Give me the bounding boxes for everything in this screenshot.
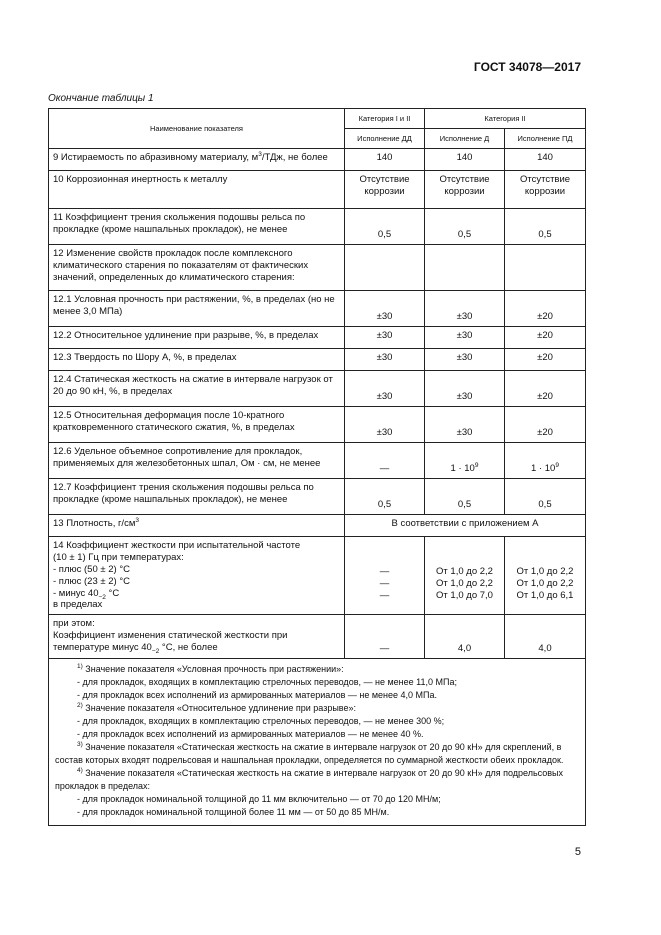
header-row-1 <box>49 109 586 129</box>
value-pd: Отсутствие коррозии <box>505 171 586 209</box>
header-execution-pd: Исполнение ПД <box>505 129 586 149</box>
value-d: От 1,0 до 2,2 От 1,0 до 2,2 От 1,0 до 7,0 <box>425 537 505 615</box>
row-name: 12.2 Относительное удлинение при разрыве, %, в пределах <box>49 327 345 349</box>
value-dd: 0,5 <box>345 479 425 515</box>
table-caption: Окончание таблицы 1 <box>48 93 154 104</box>
value-pd: ±20 <box>505 327 586 349</box>
table-row <box>49 171 586 209</box>
row-name: 12.6 Удельное объемное сопротивление для прокладок, применяемых для железобетонных шпал, Ом · см, не менее <box>49 443 345 479</box>
value-dd: Отсутствие коррозии <box>345 171 425 209</box>
value-d: Отсутствие коррозии <box>425 171 505 209</box>
header-execution-dd: Исполнение ДД <box>345 129 425 149</box>
value-dd: 0,5 <box>345 209 425 245</box>
header-execution-d: Исполнение Д <box>425 129 505 149</box>
table-row <box>49 245 586 291</box>
value-d: ±30 <box>425 291 505 327</box>
table-row <box>49 515 586 537</box>
table-row <box>49 615 586 659</box>
note-1: $^{1)}$ Значение показателя «Условная прочность при растяжении»: <box>77 663 344 675</box>
value-pd: 4,0 <box>505 615 586 659</box>
value-d: ±30 <box>425 327 505 349</box>
row-name: 9 Истираемость по абразивному материалу, $м^3$/ТДж, не более <box>49 149 345 171</box>
value-dd: ±30 <box>345 327 425 349</box>
value-d: 0,5 <box>425 479 505 515</box>
value-d: 140 <box>425 149 505 171</box>
row-name: 14 Коэффициент жесткости при испытательной частоте (10 ± 1) Гц при температурах: - плюс (50 ± 2) °C - плюс (23 ± 2) °C - минус $40_{-2}$ °C в пределах <box>49 537 345 615</box>
value-dd: — — — <box>345 537 425 615</box>
value-d: 0,5 <box>425 209 505 245</box>
table-row <box>49 291 586 327</box>
value-dd: 140 <box>345 149 425 171</box>
value-pd: ±20 <box>505 371 586 407</box>
value-dd: — <box>345 615 425 659</box>
header-category-1-2: Категория I и II <box>345 109 425 129</box>
value-pd: От 1,0 до 2,2 От 1,0 до 2,2 От 1,0 до 6,1 <box>505 537 586 615</box>
properties-table <box>48 108 586 826</box>
value-pd: ±20 <box>505 407 586 443</box>
value-pd: 0,5 <box>505 479 586 515</box>
value-dd: — <box>345 443 425 479</box>
notes-row <box>49 659 586 826</box>
value-dd: ±30 <box>345 407 425 443</box>
page-number: 5 <box>574 846 581 858</box>
value-pd: $1 \cdot 10^9$ <box>505 443 586 479</box>
note-3: $^{3)}$ Значение показателя «Статическая жесткость на сжатие в интервале нагрузок от 20 до 90 кН» для скреплений, в состав которых входят подрельсовая и нашпальная прокладки, определяется по суммарной жесткости обеих прокладок. <box>55 741 564 766</box>
table-row <box>49 209 586 245</box>
value-pd: ±20 <box>505 291 586 327</box>
value-pd: 140 <box>505 149 586 171</box>
table-row <box>49 443 586 479</box>
table-row <box>49 371 586 407</box>
row-name: 12.7 Коэффициент трения скольжения подошвы рельса по прокладке (кроме нашпальных прокладок), не менее <box>49 479 345 515</box>
note-2: $^{2)}$ Значение показателя «Относительное удлинение при разрыве»: <box>77 702 356 714</box>
table-row <box>49 327 586 349</box>
row-name: 12.1 Условная прочность при растяжении, %, в пределах (но не менее 3,0 МПа) <box>49 291 345 327</box>
table-row <box>49 479 586 515</box>
value-dd: ±30 <box>345 349 425 371</box>
value-d: $1 \cdot 10^9$ <box>425 443 505 479</box>
row-name: 13 Плотность, $г/см^3$ <box>49 515 345 537</box>
value-d: 4,0 <box>425 615 505 659</box>
row-name: 11 Коэффициент трения скольжения подошвы рельса по прокладке (кроме нашпальных прокладок), не менее <box>49 209 345 245</box>
table-row <box>49 407 586 443</box>
table-row <box>49 537 586 615</box>
header-category-2: Категория II <box>425 109 586 129</box>
value-pd: ±20 <box>505 349 586 371</box>
table-row <box>49 149 586 171</box>
table-row <box>49 349 586 371</box>
value-merged: В соответствии с приложением А <box>345 515 586 537</box>
row-name: 10 Коррозионная инертность к металлу <box>49 171 345 209</box>
value-pd: 0,5 <box>505 209 586 245</box>
note-4: $^{4)}$ Значение показателя «Статическая жесткость на сжатие в интервале нагрузок от 20 до 90 кН» для подрельсовых прокладок в пределах: <box>55 767 564 792</box>
row-name: при этом: Коэффициент изменения статической жесткости при температуре минус $40_{-2}$ °C, не более <box>49 615 345 659</box>
header-indicator-name: Наименование показателя <box>49 109 345 149</box>
table-notes: $^{1)}$ Значение показателя «Условная прочность при растяжении»: - для прокладок, входящих в комплектацию стрелочных переводов, — не менее 11,0 МПа; - для прокладок всех исполнений из армированных материалов — не менее 4,0 МПа. $^{2)}$ Значение показателя «Относительное удлинение при разрыве»: - для прокладок, входящих в комплектацию стрелочных переводов, — не менее 300 %; - для прокладок всех исполнений из армированных материалов — не менее 40 %. $^{3)}$ Значение показателя «Статическая жесткость на сжатие в интервале нагрузок от 20 до 90 кН» для скреплений, в состав которых входят подрельсовая и нашпальная прокладки, определяется по суммарной жесткости обеих прокладок. $^{4)}$ Значение показателя «Статическая жесткость на сжатие в интервале нагрузок от 20 до 90 кН» для подрельсовых прокладок в пределах: - для прокладок номинальной толщиной до 11 мм включительно — от 70 до 120 МН/м; - для прокладок номинальной толщиной более 11 мм — от 50 до 85 МН/м. <box>49 659 586 826</box>
value-d: ±30 <box>425 407 505 443</box>
row-name: 12 Изменение свойств прокладок после комплексного климатического старения по показателям от фактических значений, определенных до климатического старения: <box>49 245 345 291</box>
row-name: 12.4 Статическая жесткость на сжатие в интервале нагрузок от 20 до 90 кН, %, в пределах <box>49 371 345 407</box>
row-name: 12.5 Относительная деформация после 10-кратного кратковременного статического сжатия, %, в пределах <box>49 407 345 443</box>
value-dd: ±30 <box>345 371 425 407</box>
value-d: ±30 <box>425 349 505 371</box>
standard-number: ГОСТ 34078—2017 <box>473 60 581 74</box>
value-d: ±30 <box>425 371 505 407</box>
row-name: 12.3 Твердость по Шору А, %, в пределах <box>49 349 345 371</box>
value-dd: ±30 <box>345 291 425 327</box>
